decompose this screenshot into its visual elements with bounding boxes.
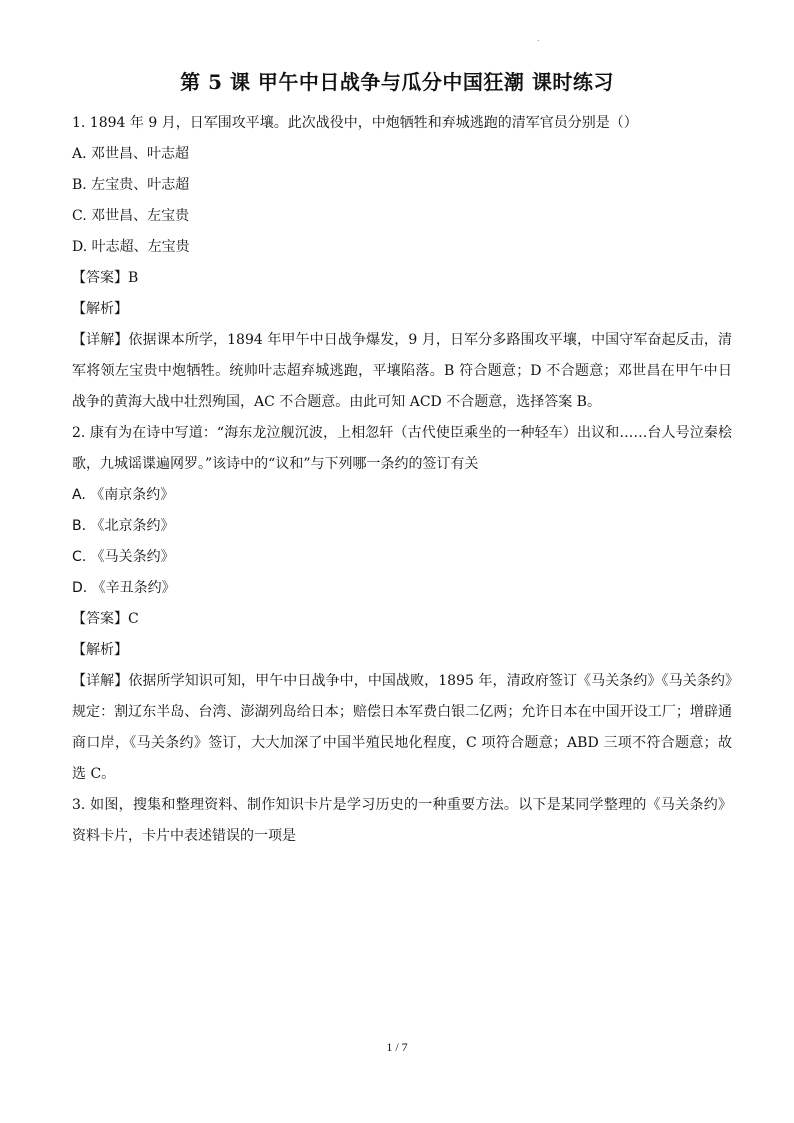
question-3-stem: 3. 如图，搜集和整理资料、制作知识卡片是学习历史的一种重要方法。以下是某同学整理的《马关条约》资料卡片，卡片中表述错误的一项是 [72,797,732,844]
question-2-option-c: C. 《马关条约》 [72,549,175,565]
question-1-detail: 【详解】依据课本所学，1894 年甲午中日战争爆发，9 月，日军分多路围攻平壤，中国守军奋起反击，清军将领左宝贵中炮牺牲。统帅叶志超弃城逃跑，平壤陷落。B 符合题意；D 不合题意；邓世昌在甲午中日战争的黄海大战中壮烈殉国，AC 不合题意。由此可知 ACD 不合题意，选择答案 B。 [72,332,732,410]
question-2-option-d: D. 《辛丑条约》 [72,580,176,596]
page-title: 第 5 课 甲午中日战争与瓜分中国狂潮 课时练习 [180,70,614,94]
question-2-detail: 【详解】依据所学知识可知，甲午中日战争中，中国战败，1895 年，清政府签订《马关条约》《马关条约》规定：割辽东半岛、台湾、澎湖列岛给日本；赔偿日本军费白银二亿两；允许日本在中国开设工厂；增辟通商口岸，《马关条约》签订，大大加深了中国半殖民地化程度，C 项符合题意；ABD 三项不符合题意；故选 C。 [72,673,732,782]
document-body [72,108,732,852]
question-1-option-c: C. 邓世昌、左宝贵 [72,208,190,224]
question-1-stem: 1. 1894 年 9 月，日军围攻平壤。此次战役中，中炮牺牲和弃城逃跑的清军官员分别是（） [72,115,638,131]
page-number: 1 / 7 [386,1040,408,1054]
question-2-answer: 【答案】C [72,611,139,627]
question-1-answer: 【答案】B [72,270,139,286]
header-mark: . [537,34,540,43]
question-1-option-d: D. 叶志超、左宝贵 [72,239,190,255]
question-2-option-a: A. 《南京条约》 [72,487,175,503]
question-1-option-b: B. 左宝贵、叶志超 [72,177,190,193]
question-2-option-b: B. 《北京条约》 [72,518,175,534]
question-2-analysis-label: 【解析】 [72,642,128,658]
question-1-analysis-label: 【解析】 [72,301,128,317]
question-2-stem: 2. 康有为在诗中写道：“海东龙泣舰沉波，上相忽轩（古代使臣乘坐的一种轻车）出议和……台人号泣秦桧歌，九城谣谍遍网罗。”该诗中的“议和”与下列哪一条约的签订有关 [72,425,732,472]
question-1-option-a: A. 邓世昌、叶志超 [72,146,190,162]
